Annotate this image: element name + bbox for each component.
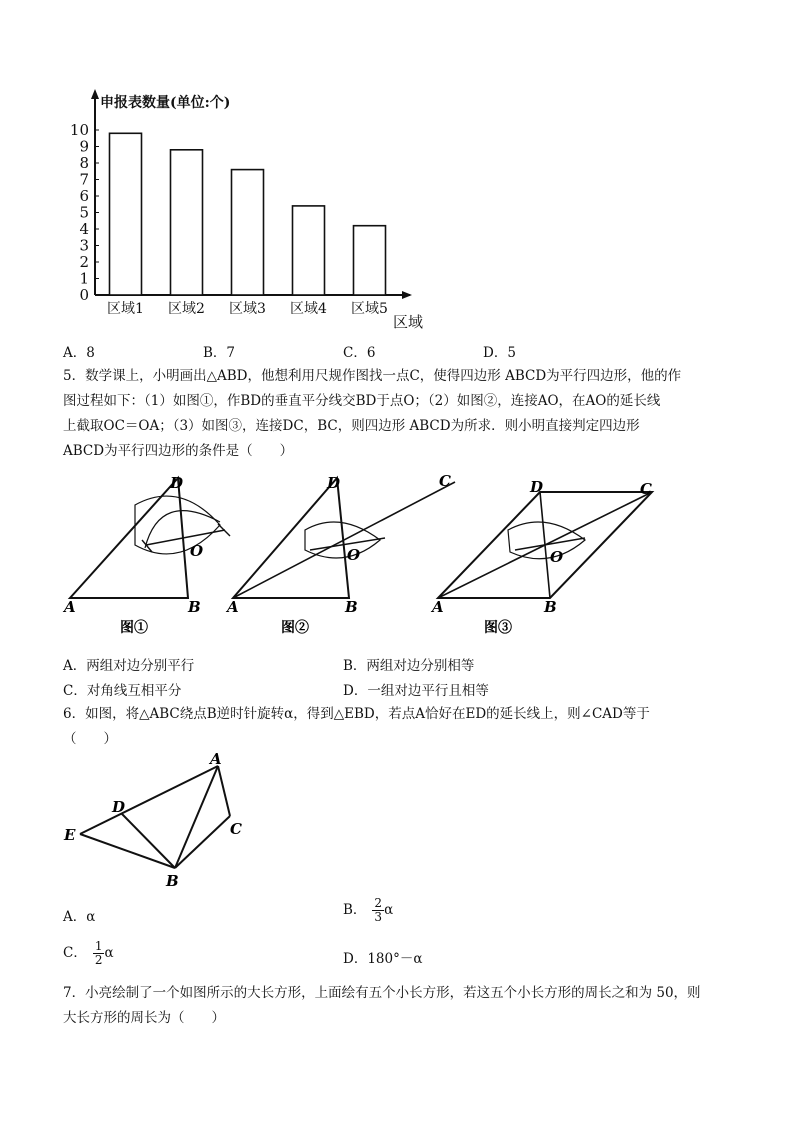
chart-xlabel: 区域 — [393, 313, 424, 331]
x-tick-label: 区域4 — [290, 301, 327, 317]
f3-label-d: D — [530, 478, 544, 496]
bar — [293, 206, 325, 295]
x-axis-arrow — [402, 291, 412, 299]
q5-figure-1 — [60, 470, 240, 640]
q5-figure-2 — [225, 470, 465, 640]
q4-option-c[interactable]: C．6 — [343, 345, 376, 361]
y-tick-label: 1 — [79, 269, 89, 288]
f1-label-d: D — [170, 474, 184, 492]
q6-label-b: B — [166, 872, 179, 890]
x-tick-label: 区域1 — [107, 301, 144, 317]
f3-label-a: A — [432, 598, 444, 616]
f3-label-c: C — [640, 480, 652, 498]
q5-option-a[interactable]: A．两组对边分别平行 — [63, 658, 195, 674]
f2-label-c: C — [439, 472, 451, 490]
q6-option-c-num: 1 — [94, 939, 103, 953]
q6-option-b-fraction — [372, 897, 384, 924]
chart-ylabel: 申报表数量(单位:个) — [100, 95, 231, 111]
q5-stem-line-1: 5．数学课上，小明画出△ABD，他想利用尺规作图找一点C，使得四边形 ABCD为平行四边形，他的作 — [63, 368, 682, 384]
q6-label-e: E — [64, 826, 76, 844]
f2-label-o: O — [347, 546, 361, 564]
f1-caption: 图① — [120, 620, 148, 636]
q6-option-a[interactable]: A．α — [63, 909, 96, 925]
y-axis-arrow — [91, 89, 99, 99]
q6-option-c[interactable] — [63, 940, 114, 967]
q5-stem-line-2: 图过程如下：（1）如图①，作BD的垂直平分线交BD于点O；（2）如图②，连接AO，在AO的延长线 — [63, 393, 661, 409]
y-tick-label: 3 — [79, 236, 89, 255]
q6-label-d: D — [112, 798, 126, 816]
q4-option-a[interactable]: A．8 — [63, 345, 95, 361]
bar — [232, 170, 264, 295]
q7-stem-line-2: 大长方形的周长为（ ） — [63, 1010, 225, 1026]
q6-option-c-fraction — [93, 940, 105, 967]
f2-label-a: A — [227, 598, 239, 616]
y-tick-label: 6 — [79, 187, 89, 205]
f3-label-b: B — [544, 598, 557, 616]
f3-label-o: O — [550, 548, 564, 566]
f1-label-b: B — [188, 598, 201, 616]
q4-option-d[interactable]: D．5 — [483, 345, 516, 361]
q6-option-d[interactable]: D．180°－α — [343, 951, 423, 967]
q6-label-a: A — [210, 752, 222, 768]
q5-stem-line-3: 上截取OC＝OA；（3）如图③，连接DC，BC，则四边形 ABCD为所求．则小明直接判定四边形 — [63, 418, 640, 434]
y-tick-label: 0 — [79, 286, 89, 304]
x-tick-label: 区域2 — [168, 301, 205, 317]
q6-option-c-suffix: α — [104, 945, 114, 961]
q6-option-b-suffix: α — [384, 902, 394, 918]
q5-figure-3 — [430, 470, 670, 640]
q5-stem-line-4: ABCD为平行四边形的条件是（ ） — [63, 443, 294, 459]
q7-stem-line-1: 7．小亮绘制了一个如图所示的大长方形，上面绘有五个小长方形，若这五个小长方形的周长之和为 50，则 — [63, 985, 701, 1001]
q4-option-b[interactable]: B．7 — [203, 345, 236, 361]
y-tick-label: 8 — [79, 154, 89, 172]
y-tick-label: 9 — [79, 137, 89, 156]
bar — [171, 150, 203, 295]
q6-option-b[interactable] — [343, 897, 393, 924]
y-tick-label: 4 — [79, 220, 89, 238]
bar-chart — [55, 85, 445, 340]
y-tick-label: 10 — [69, 121, 89, 139]
f2-caption: 图② — [281, 620, 309, 636]
q6-stem-line-1: 6．如图，将△ABC绕点B逆时针旋转α，得到△EBD，若点A恰好在ED的延长线上，则∠CAD等于 — [63, 706, 650, 722]
q6-option-c-den: 2 — [94, 953, 103, 967]
bar — [110, 133, 142, 295]
q6-label-c: C — [230, 820, 242, 838]
x-tick-label: 区域5 — [351, 301, 388, 317]
y-tick-label: 5 — [79, 203, 89, 222]
q5-option-c[interactable]: C．对角线互相平分 — [63, 683, 182, 699]
q6-option-b-den: 3 — [374, 910, 383, 924]
q5-option-b[interactable]: B．两组对边分别相等 — [343, 658, 475, 674]
y-tick-label: 2 — [79, 253, 89, 271]
x-tick-label: 区域3 — [229, 301, 266, 317]
f1-label-a: A — [64, 598, 76, 616]
q6-option-c-prefix: C． — [63, 945, 87, 961]
bar — [354, 226, 386, 295]
q6-option-b-prefix: B． — [343, 902, 367, 918]
f3-caption: 图③ — [484, 620, 512, 636]
f2-label-d: D — [327, 474, 341, 492]
f1-label-o: O — [190, 542, 204, 560]
q6-option-b-num: 2 — [374, 896, 383, 910]
q6-figure — [60, 752, 260, 892]
q5-option-d[interactable]: D．一组对边平行且相等 — [343, 683, 489, 699]
y-tick-label: 7 — [79, 170, 89, 189]
f2-label-b: B — [345, 598, 358, 616]
q6-stem-line-2: （ ） — [63, 731, 117, 747]
